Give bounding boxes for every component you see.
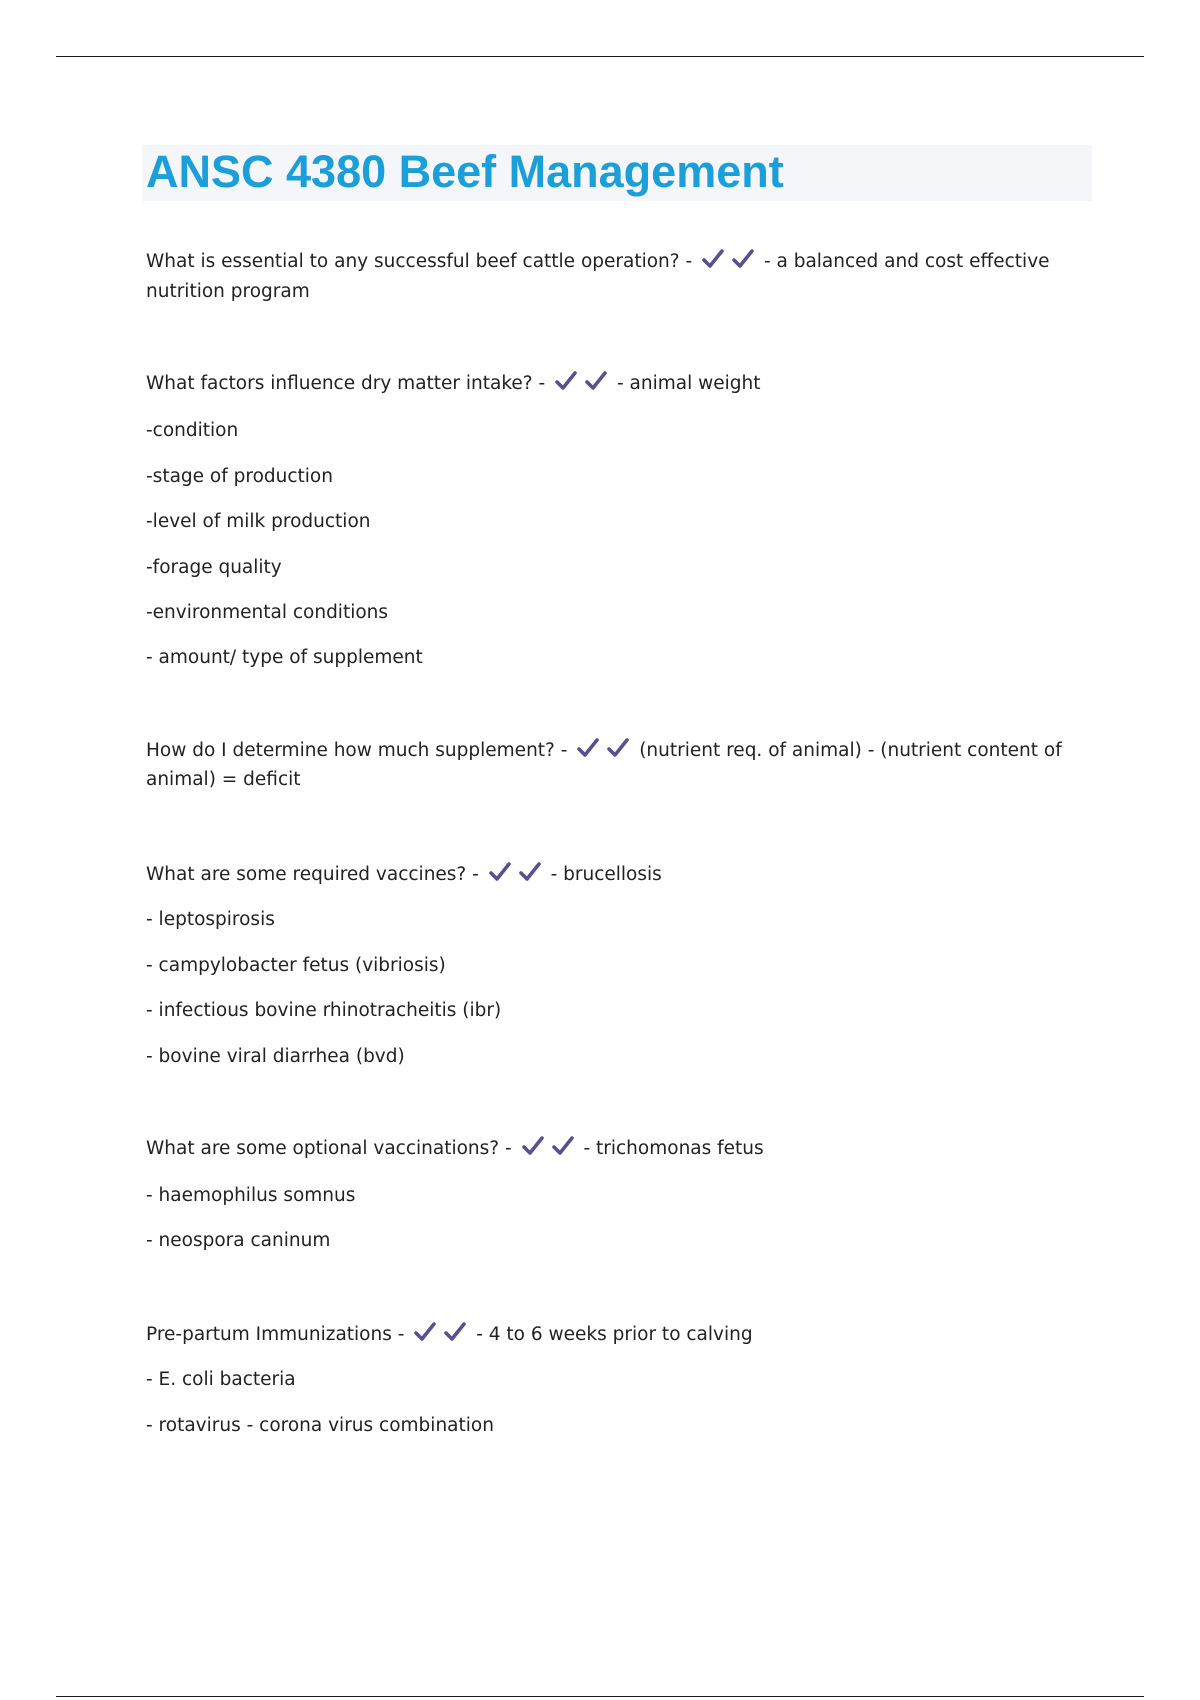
- qa-6-answer-line-2: - rotavirus - corona virus combination: [146, 1415, 494, 1436]
- check-mark-icon: [576, 737, 600, 759]
- qa-6-question: Pre-partum Immunizations -: [146, 1324, 405, 1345]
- qa-2-answer-line-6: - amount/ type of supplement: [146, 647, 423, 668]
- qa-4-answer-line-2: - campylobacter fetus (vibriosis): [146, 955, 446, 976]
- qa-5-question-line: [146, 1134, 1066, 1164]
- check-mark-icon: [554, 370, 578, 392]
- qa-6-answer-first: - 4 to 6 weeks prior to calving: [476, 1324, 753, 1345]
- check-mark-icon: [488, 861, 512, 883]
- check-mark-icon: [521, 1135, 545, 1157]
- check-mark-icon: [731, 248, 755, 270]
- qa-4-question: What are some required vaccines? -: [146, 864, 479, 885]
- check-mark-icon: [701, 248, 725, 270]
- qa-6-question-line: [146, 1320, 1066, 1350]
- qa-3-question: How do I determine how much supplement? -: [146, 740, 568, 761]
- qa-2-answer-line-1: -condition: [146, 420, 239, 441]
- qa-2-answer-line-2: -stage of production: [146, 466, 333, 487]
- qa-1-answer-line-1: nutrition program: [146, 281, 310, 302]
- qa-5-answer-line-1: - haemophilus somnus: [146, 1185, 356, 1206]
- document-title: ANSC 4380 Beef Management: [146, 146, 784, 197]
- qa-1-answer-first: - a balanced and cost effective: [763, 251, 1050, 272]
- qa-1-question-line: [146, 247, 1066, 277]
- qa-3-question-line: [146, 736, 1066, 766]
- qa-5-answer-line-2: - neospora caninum: [146, 1230, 331, 1251]
- qa-4-answer-line-3: - infectious bovine rhinotracheitis (ibr): [146, 1000, 502, 1021]
- qa-2-question: What factors influence dry matter intake? -: [146, 373, 546, 394]
- check-mark-icon: [606, 737, 630, 759]
- check-mark-icon: [413, 1321, 437, 1343]
- bottom-rule: [56, 1696, 1144, 1697]
- qa-4-question-line: [146, 860, 1066, 890]
- top-rule: [56, 56, 1144, 57]
- qa-6-answer-line-1: - E. coli bacteria: [146, 1369, 296, 1390]
- qa-2-question-line: [146, 369, 1066, 399]
- qa-1-question: What is essential to any successful beef cattle operation? -: [146, 251, 693, 272]
- qa-4-answer-line-1: - leptospirosis: [146, 909, 275, 930]
- qa-2-answer-first: - animal weight: [616, 373, 761, 394]
- qa-2-answer-line-5: -environmental conditions: [146, 602, 389, 623]
- qa-4-answer-first: - brucellosis: [550, 864, 662, 885]
- check-mark-icon: [443, 1321, 467, 1343]
- qa-5-question: What are some optional vaccinations? -: [146, 1138, 512, 1159]
- qa-3-answer-line-1: animal) = deficit: [146, 769, 301, 790]
- check-mark-icon: [518, 861, 542, 883]
- check-mark-icon: [584, 370, 608, 392]
- qa-5-answer-first: - trichomonas fetus: [583, 1138, 764, 1159]
- check-mark-icon: [551, 1135, 575, 1157]
- qa-3-answer-first: (nutrient req. of animal) - (nutrient content of: [639, 740, 1062, 761]
- qa-2-answer-line-3: -level of milk production: [146, 511, 371, 532]
- qa-2-answer-line-4: -forage quality: [146, 557, 282, 578]
- qa-4-answer-line-4: - bovine viral diarrhea (bvd): [146, 1046, 405, 1067]
